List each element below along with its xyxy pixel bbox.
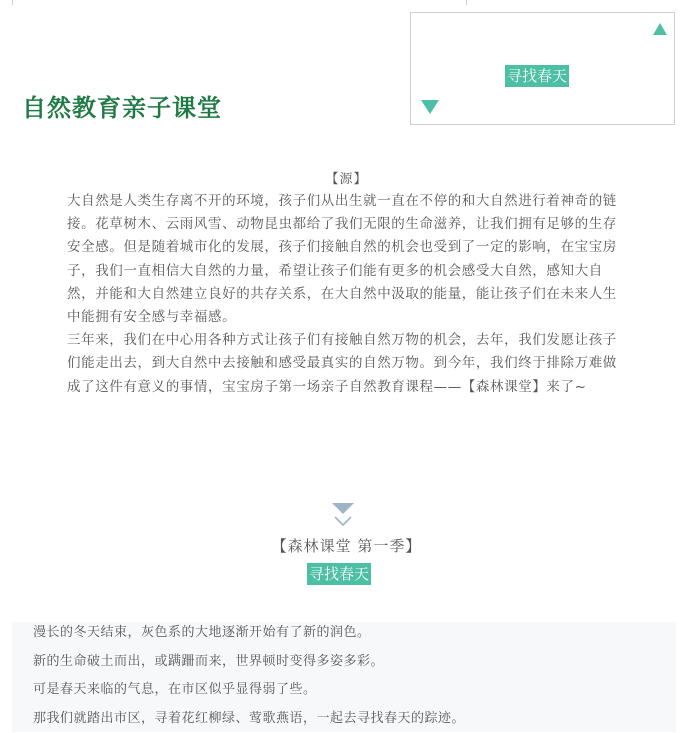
intro-paragraph: 三年来，我们在中心用各种方式让孩子们有接触自然万物的机会，去年，我们发愿让孩子们能走出去，到大自然中去接触和感受最真实的自然万物。到今年，我们终于排除万难做成了这件有意义的事情，宝宝房子第一场亲子自然教育课程——【森林课堂】来了~	[67, 329, 622, 399]
poem-line: 那我们就踏出市区，寻着花红柳绿、莺歌燕语，一起去寻找春天的踪迹。	[33, 705, 663, 733]
top-divider	[0, 0, 470, 6]
poem-line: 新的生命破土而出，或蹒跚而来，世界顿时变得多姿多彩。	[33, 648, 663, 677]
poem-text	[33, 619, 663, 733]
triangle-down-icon	[421, 100, 439, 114]
triangle-up-icon	[653, 23, 667, 35]
source-heading: 【源】	[0, 168, 693, 187]
poem-line: 漫长的冬天结束，灰色系的大地逐渐开始有了新的润色。	[33, 619, 663, 648]
season-tag: 寻找春天	[307, 563, 371, 585]
season-title: 【森林课堂 第一季】	[0, 535, 693, 556]
header-decoration-box	[410, 12, 675, 125]
page-title: 自然教育亲子课堂	[22, 88, 222, 123]
double-chevron-down-icon	[332, 503, 354, 529]
poem-line: 可是春天来临的气息，在市区似乎显得弱了些。	[33, 676, 663, 705]
intro-paragraph: 大自然是人类生存离不开的环境，孩子们从出生就一直在不停的和大自然进行着神奇的链接。花草树木、云雨风雪、动物昆虫都给了我们无限的生命滋养，让我们拥有足够的生存安全感。但是随着城市化的发展，孩子们接触自然的机会也受到了一定的影响，在宝宝房子，我们一直相信大自然的力量，希望让孩子们能有更多的机会感受大自然，感知大自然，并能和大自然建立良好的共存关系，在大自然中汲取的能量，能让孩子们在未来人生中能拥有安全感与幸福感。	[67, 190, 622, 329]
header-tag: 寻找春天	[505, 65, 569, 87]
intro-text	[67, 190, 622, 399]
